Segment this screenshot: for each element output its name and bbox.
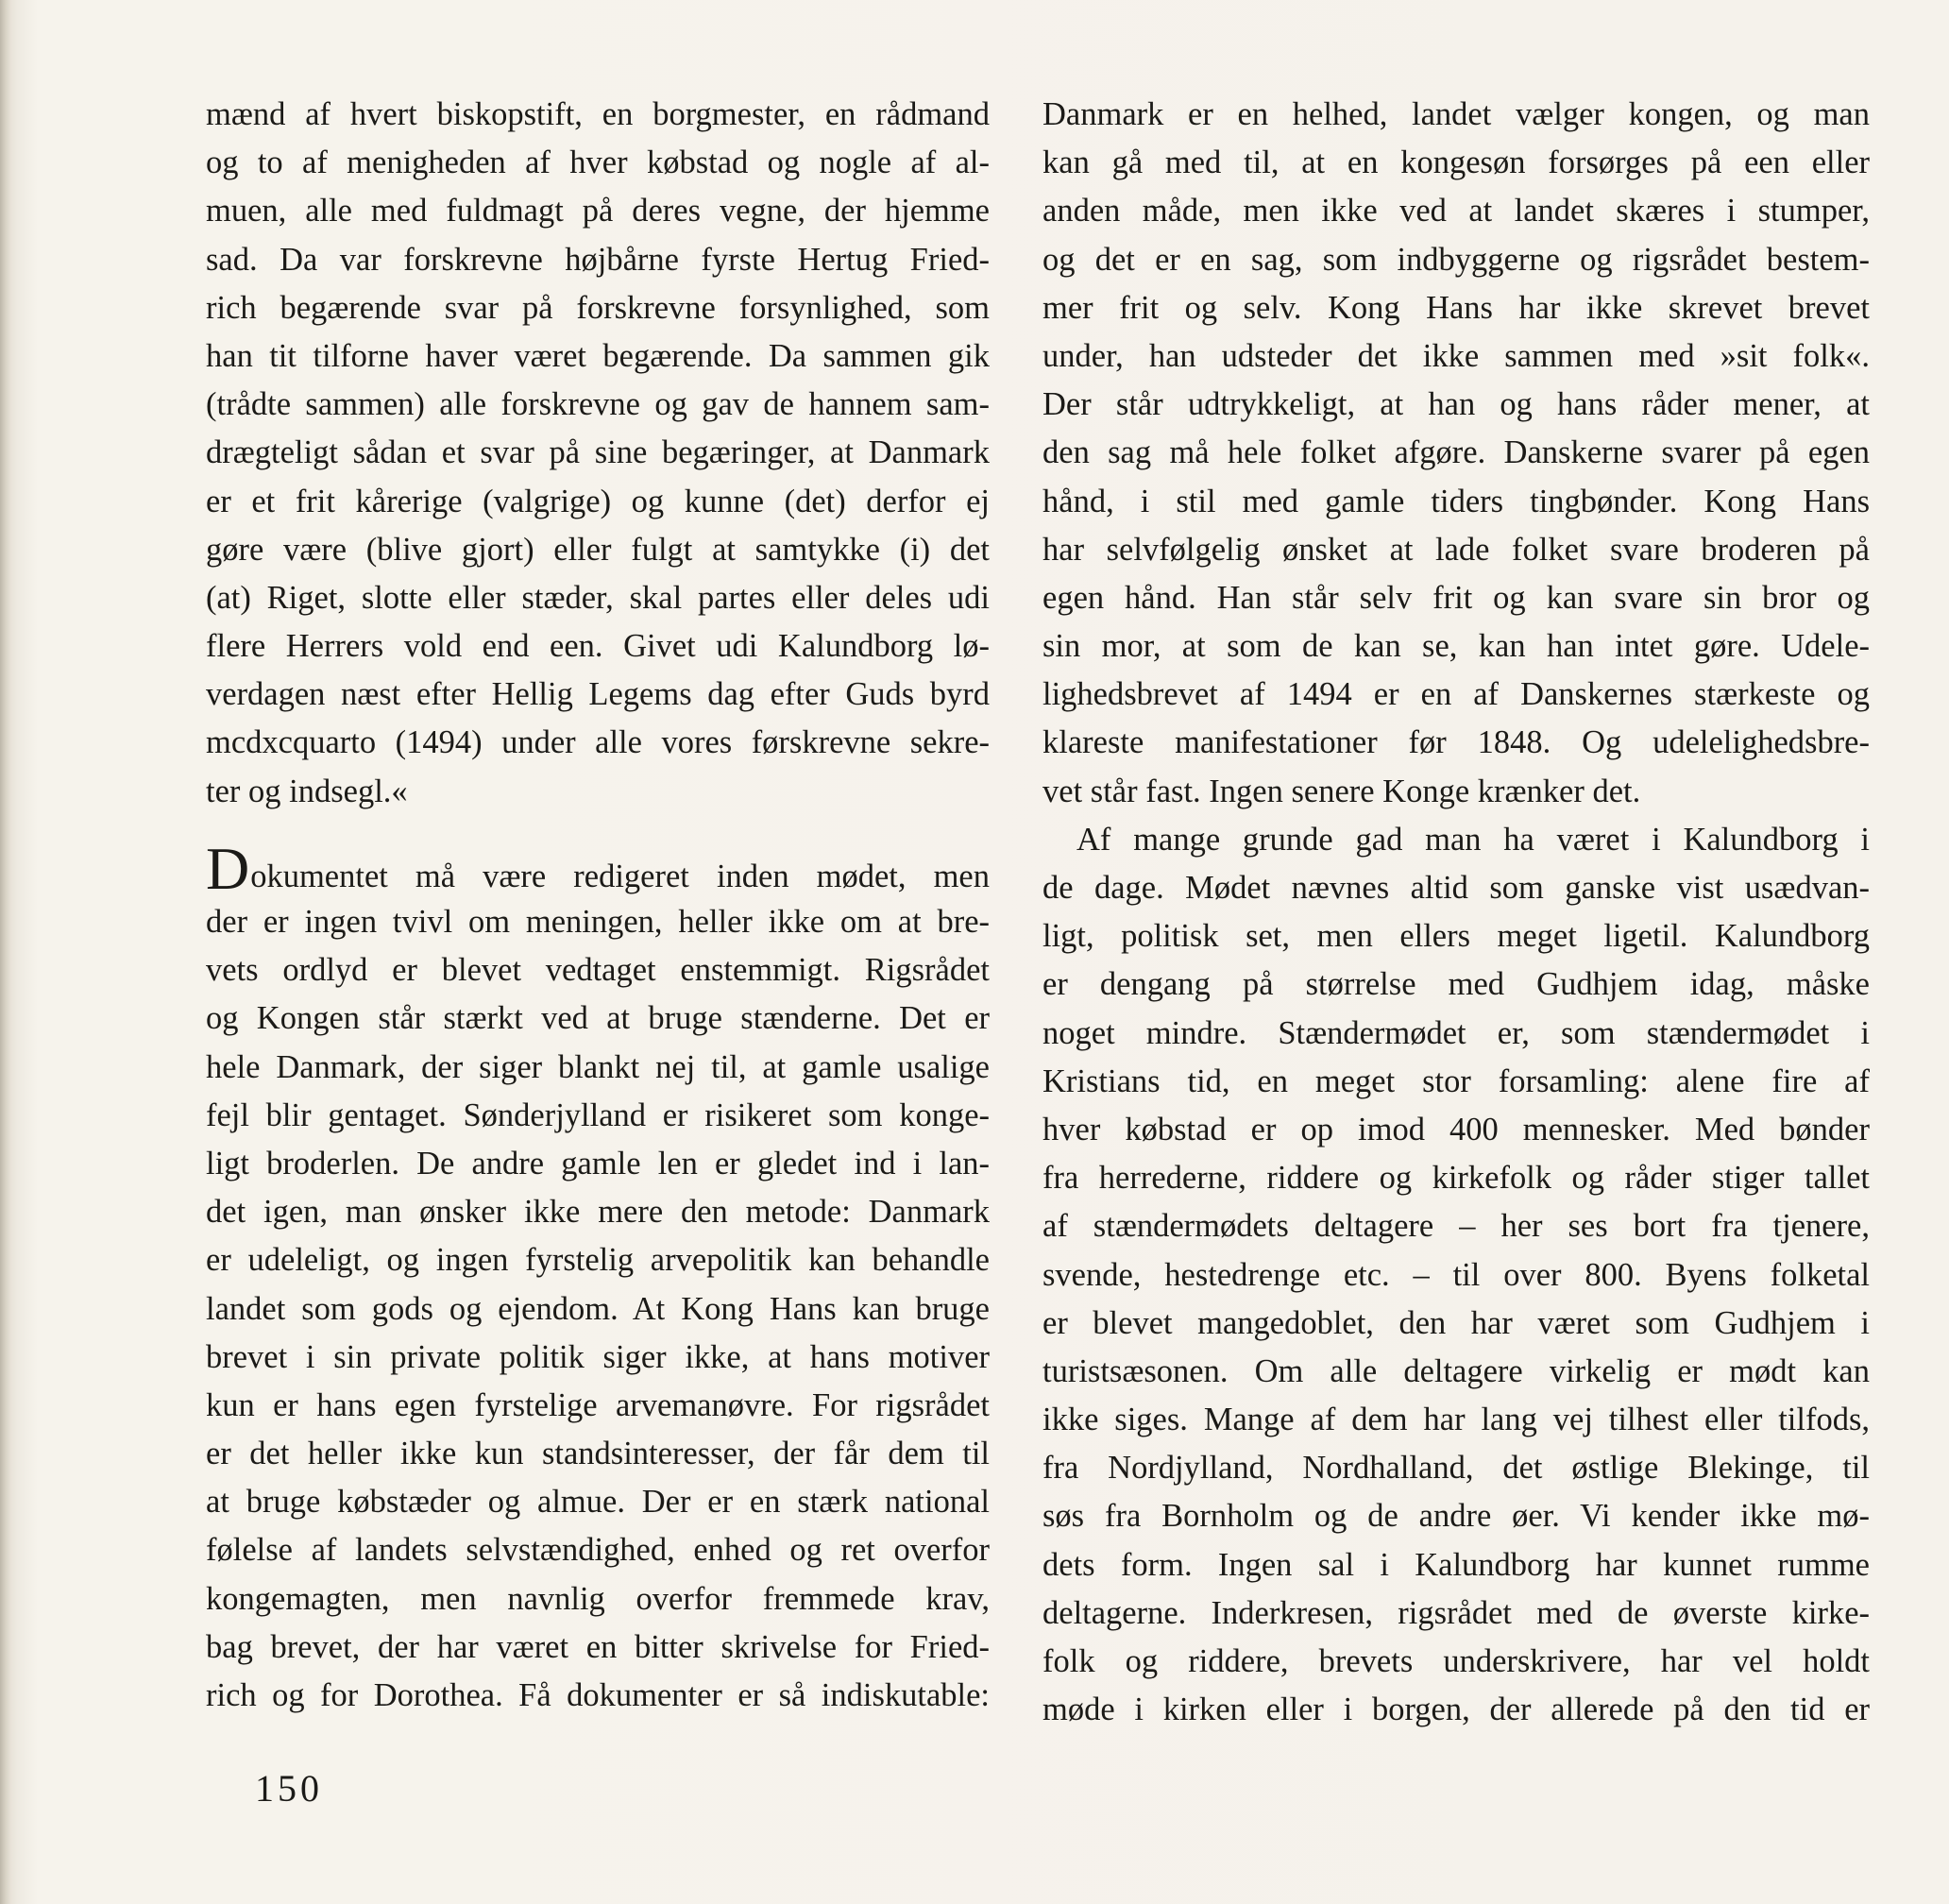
text-line: drægteligt sådan et svar på sine begæringer, at Danmark (206, 434, 990, 471)
text-line: vets ordlyd er blevet vedtaget enstemmigt. Rigsrådet (206, 952, 990, 989)
text-line: egen hånd. Han står selv frit og kan svare sin bror og (1042, 579, 1870, 616)
text-line: vet står fast. Ingen senere Konge krænker det. (1042, 773, 1641, 809)
text-line: han tit tilforne haver været begærende. Da sammen gik (206, 337, 990, 374)
text-line: svende, hestedrenge etc. – til over 800. Byens folketal (1042, 1256, 1870, 1293)
page-number: 150 (255, 1767, 323, 1810)
text-line-with-dropcap (206, 834, 990, 902)
text-line: brevet i sin private politik siger ikke, at hans motiver (206, 1338, 990, 1375)
text-line: fra Nordjylland, Nordhalland, det østlige Blekinge, til (1042, 1450, 1870, 1487)
text-line: flere Herrers vold end een. Givet udi Kalundborg lø- (206, 628, 990, 665)
text-line: de dage. Mødet nævnes altid som ganske vist usædvan- (1042, 870, 1870, 906)
text-line: anden måde, men ikke ved at landet skæres i stumper, (1042, 193, 1870, 230)
text-line: fra herrederne, riddere og kirkefolk og råder stiger tallet (1042, 1160, 1870, 1197)
text-line: Kristians tid, en meget stor forsamling: alene fire af (1042, 1062, 1870, 1099)
text-line: noget mindre. Stændermødet er, som stændermødet i (1042, 1014, 1870, 1051)
text-line: Danmark er en helhed, landet vælger kongen, og man (1042, 96, 1870, 132)
text-line: er blevet mangedoblet, den har været som Gudhjem i (1042, 1304, 1870, 1341)
text-line: under, han udsteder det ikke sammen med »sit folk«. (1042, 337, 1870, 374)
text-line: ligt, politisk set, men ellers meget ligetil. Kalundborg (1042, 918, 1870, 955)
paragraph-gap (206, 816, 990, 850)
right-paragraph-1 (1042, 91, 1870, 816)
right-paragraph-2 (1042, 816, 1870, 1735)
text-line: er et frit kårerige (valgrige) og kunne (det) derfor ej (206, 483, 990, 519)
text-line: har selvfølgelig ønsket at lade folket svare broderen på (1042, 531, 1870, 568)
text-line: er udeleligt, og ingen fyrstelig arvepolitik kan behandle (206, 1242, 990, 1279)
text-line: landet som gods og ejendom. At Kong Hans kan bruge (206, 1290, 990, 1327)
text-line: turistsæsonen. Om alle deltagere virkelig er mødt kan (1042, 1352, 1870, 1389)
text-line: hånd, i stil med gamle tiders tingbønder. Kong Hans (1042, 483, 1870, 519)
text-line: fejl blir gentaget. Sønderjylland er risikeret som konge- (206, 1096, 990, 1133)
text-line: Der står udtrykkeligt, at han og hans råder mener, at (1042, 386, 1870, 423)
page-gutter-edge (0, 0, 17, 1904)
text-line: klareste manifestationer før 1848. Og udelelighedsbre- (1042, 724, 1870, 761)
text-line: og to af menigheden af hver købstad og nogle af al- (206, 144, 990, 181)
text-line: følelse af landets selvstændighed, enhed og ret overfor (206, 1532, 990, 1569)
text-line: sin mor, at som de kan se, kan han intet gøre. Udele- (1042, 628, 1870, 665)
text-line: ikke siges. Mange af dem har lang vej tilhest eller tilfods, (1042, 1402, 1870, 1438)
text-line: mer frit og selv. Kong Hans har ikke skrevet brevet (1042, 289, 1870, 326)
text-line: den sag må hele folket afgøre. Danskerne svarer på egen (1042, 434, 1870, 471)
text-line: møde i kirken eller i borgen, der allerede på den tid er (1042, 1692, 1870, 1728)
text-line: og Kongen står stærkt ved at bruge stænderne. Det er (206, 1000, 990, 1037)
text-line: mænd af hvert biskopstift, en borgmester, en rådmand (206, 96, 990, 132)
text-line: søs fra Bornholm og de andre øer. Vi kender ikke mø- (1042, 1498, 1870, 1535)
text-line: sad. Da var forskrevne højbårne fyrste Hertug Fried- (206, 241, 990, 278)
text-line: (at) Riget, slotte eller stæder, skal partes eller deles udi (206, 579, 990, 616)
right-column (1042, 91, 1870, 1734)
text-line: af stændermødets deltagere – her ses bort fra tjenere, (1042, 1208, 1870, 1245)
text-line: folk og riddere, brevets underskrivere, har vel holdt (1042, 1643, 1870, 1679)
text-line: gøre være (blive gjort) eller fulgt at samtykke (i) det (206, 531, 990, 568)
left-paragraph-2 (206, 834, 990, 1720)
text-line: okumentet må være redigeret inden mødet, men (250, 858, 990, 894)
text-line: og det er en sag, som indbyggerne og rigsrådet bestem- (1042, 241, 1870, 278)
left-column (206, 91, 990, 1720)
text-line: der er ingen tvivl om meningen, heller ikke om at bre- (206, 904, 990, 940)
text-line: ter og indsegl.« (206, 773, 408, 809)
text-line: hele Danmark, der siger blankt nej til, at gamle usalige (206, 1048, 990, 1085)
text-line: hver købstad er op imod 400 mennesker. Med bønder (1042, 1111, 1870, 1148)
text-line: er dengang på størrelse med Gudhjem idag, måske (1042, 966, 1870, 1003)
text-line: rich og for Dorothea. Få dokumenter er så indiskutable: (206, 1677, 990, 1713)
text-line: muen, alle med fuldmagt på deres vegne, der hjemme (206, 193, 990, 230)
text-line: dets form. Ingen sal i Kalundborg har kunnet rumme (1042, 1546, 1870, 1583)
text-line: det igen, man ønsker ikke mere den metode: Danmark (206, 1194, 990, 1231)
text-line: kongemagten, men navnlig overfor fremmede krav, (206, 1580, 990, 1617)
text-line: kan gå med til, at en kongesøn forsørges på een eller (1042, 144, 1870, 181)
text-line: lighedsbrevet af 1494 er en af Danskernes stærkeste og (1042, 676, 1870, 713)
text-line: at bruge købstæder og almue. Der er en stærk national (206, 1484, 990, 1521)
text-line: ligt broderlen. De andre gamle len er gledet ind i lan- (206, 1145, 990, 1182)
text-line: (trådte sammen) alle forskrevne og gav de hannem sam- (206, 386, 990, 423)
text-line: rich begærende svar på forskrevne forsynlighed, som (206, 289, 990, 326)
drop-cap: D (206, 834, 250, 902)
text-line: verdagen næst efter Hellig Legems dag efter Guds byrd (206, 676, 990, 713)
text-line: Af mange grunde gad man ha været i Kalundborg i (1076, 821, 1870, 858)
text-line: bag brevet, der har været en bitter skrivelse for Fried- (206, 1628, 990, 1665)
text-line: er det heller ikke kun standsinteresser, der får dem til (206, 1436, 990, 1472)
text-line: kun er hans egen fyrstelige arvemanøvre. For rigsrådet (206, 1386, 990, 1423)
text-line: mcdxcquarto (1494) under alle vores førskrevne sekre- (206, 724, 990, 761)
text-line: deltagerne. Inderkresen, rigsrådet med de øverste kirke- (1042, 1594, 1870, 1631)
left-paragraph-1 (206, 91, 990, 816)
